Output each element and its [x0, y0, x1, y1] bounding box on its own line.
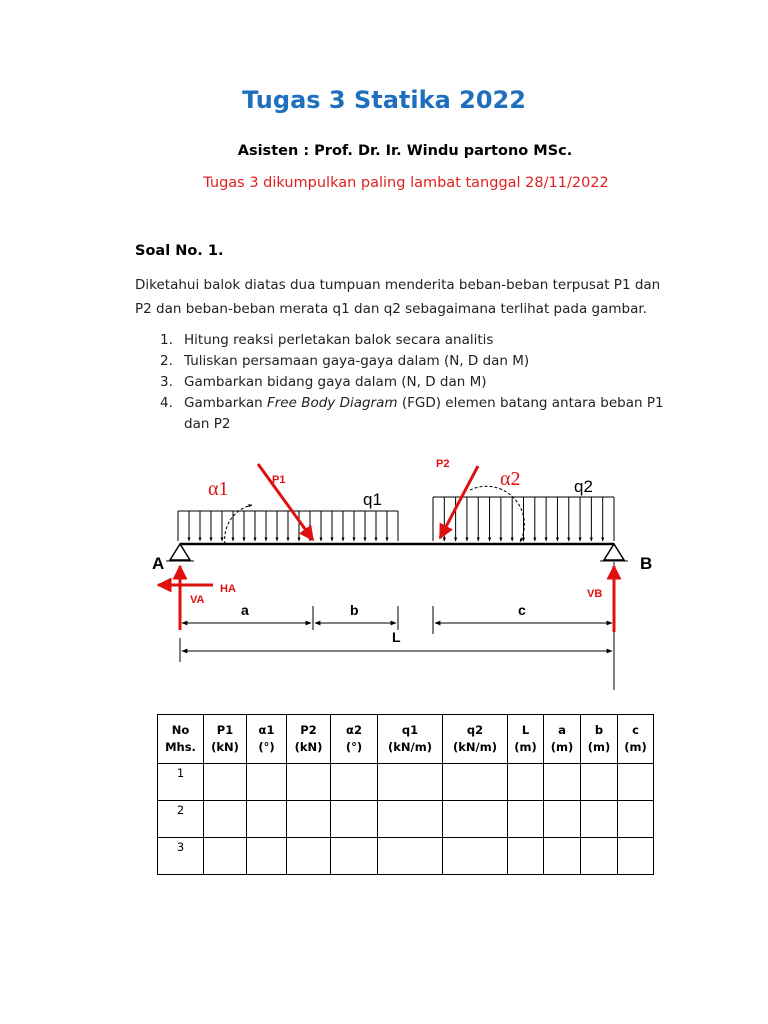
label-dim-a: a — [241, 602, 249, 618]
label-dim-b: b — [350, 602, 359, 618]
label-dim-l: L — [392, 629, 401, 645]
assistant-line: Asisten : Prof. Dr. Ir. Windu partono MSc. — [237, 143, 573, 159]
table-cell — [287, 838, 331, 875]
table-cell — [204, 838, 247, 875]
table-cell — [618, 764, 654, 801]
label-va: VA — [190, 594, 205, 606]
table-cell — [508, 764, 544, 801]
list-item — [160, 393, 680, 435]
table-cell — [544, 838, 581, 875]
document-title: Tugas 3 Statika 2022 — [242, 86, 526, 114]
table-cell — [443, 801, 508, 838]
label-vb: VB — [587, 588, 603, 600]
table-row — [158, 764, 654, 801]
task-number: 4. — [160, 395, 173, 411]
support-a-icon — [170, 544, 190, 560]
label-q2: q2 — [574, 477, 593, 496]
table-cell — [618, 801, 654, 838]
table-cell — [287, 801, 331, 838]
table-row — [158, 838, 654, 875]
table-cell — [581, 801, 618, 838]
data-table — [157, 714, 654, 875]
task-emphasis: Free Body Diagram — [266, 395, 398, 411]
table-cell — [331, 764, 378, 801]
table-cell — [247, 764, 287, 801]
beam-diagram — [0, 440, 768, 700]
header-b: b (m) — [581, 715, 618, 764]
table-cell — [378, 838, 443, 875]
table-cell — [378, 764, 443, 801]
header-p2: P2 (kN) — [287, 715, 331, 764]
header-q2: q2 (kN/m) — [443, 715, 508, 764]
task-text: Gambarkan bidang gaya dalam (N, D dan M) — [184, 374, 487, 390]
header-a: a (m) — [544, 715, 581, 764]
q1-load — [178, 511, 398, 541]
table-header-row — [158, 715, 654, 764]
header-p1: P1 (kN) — [204, 715, 247, 764]
table-cell — [247, 838, 287, 875]
header-alpha2: α2 (°) — [331, 715, 378, 764]
header-alpha1: α1 (°) — [247, 715, 287, 764]
task-number: 2. — [160, 353, 173, 369]
table-cell — [544, 801, 581, 838]
table-cell — [204, 764, 247, 801]
table-cell — [287, 764, 331, 801]
task-text: Tuliskan persamaan gaya-gaya dalam (N, D dan M) — [184, 353, 530, 369]
deadline-notice: Tugas 3 dikumpulkan paling lambat tanggal 28/11/2022 — [203, 175, 609, 191]
table-cell — [443, 764, 508, 801]
table-cell — [544, 764, 581, 801]
label-ha: HA — [220, 583, 236, 595]
label-dim-c: c — [518, 602, 526, 618]
problem-statement: Diketahui balok diatas dua tumpuan menderita beban-beban terpusat P1 dan P2 dan beban-beban merata q1 dan q2 sebagaimana terlihat pada gambar. — [135, 277, 661, 317]
label-q1: q1 — [363, 490, 382, 509]
header-no-mhs: No Mhs. — [158, 715, 204, 764]
list-item — [160, 351, 680, 372]
task-text: Hitung reaksi perletakan balok secara analitis — [184, 332, 494, 348]
row-number: 3 — [158, 838, 204, 875]
table-cell — [331, 838, 378, 875]
row-number: 1 — [158, 764, 204, 801]
problem-heading: Soal No. 1. — [135, 243, 224, 259]
support-b-icon — [604, 544, 624, 560]
table-cell — [581, 838, 618, 875]
row-number: 2 — [158, 801, 204, 838]
header-c: c (m) — [618, 715, 654, 764]
table-cell — [331, 801, 378, 838]
table-row — [158, 801, 654, 838]
label-b-support: B — [640, 554, 653, 573]
table-cell — [443, 838, 508, 875]
task-list — [160, 330, 680, 435]
label-alpha2: α2 — [500, 468, 521, 490]
task-number: 1. — [160, 332, 173, 348]
label-alpha1: α1 — [208, 478, 229, 500]
header-l: L (m) — [508, 715, 544, 764]
task-number: 3. — [160, 374, 173, 390]
table-cell — [247, 801, 287, 838]
label-a-support: A — [152, 554, 165, 573]
table-cell — [204, 801, 247, 838]
label-p1: P1 — [272, 474, 286, 486]
table-cell — [618, 838, 654, 875]
table-cell — [378, 801, 443, 838]
table-cell — [581, 764, 618, 801]
label-p2: P2 — [436, 458, 450, 470]
table-cell — [508, 838, 544, 875]
task-text: Gambarkan Free Body Diagram (FGD) elemen batang antara beban P1 dan P2 — [184, 395, 664, 432]
p2-arrow — [440, 466, 478, 538]
header-q1: q1 (kN/m) — [378, 715, 443, 764]
list-item — [160, 330, 680, 351]
table-cell — [508, 801, 544, 838]
list-item — [160, 372, 680, 393]
